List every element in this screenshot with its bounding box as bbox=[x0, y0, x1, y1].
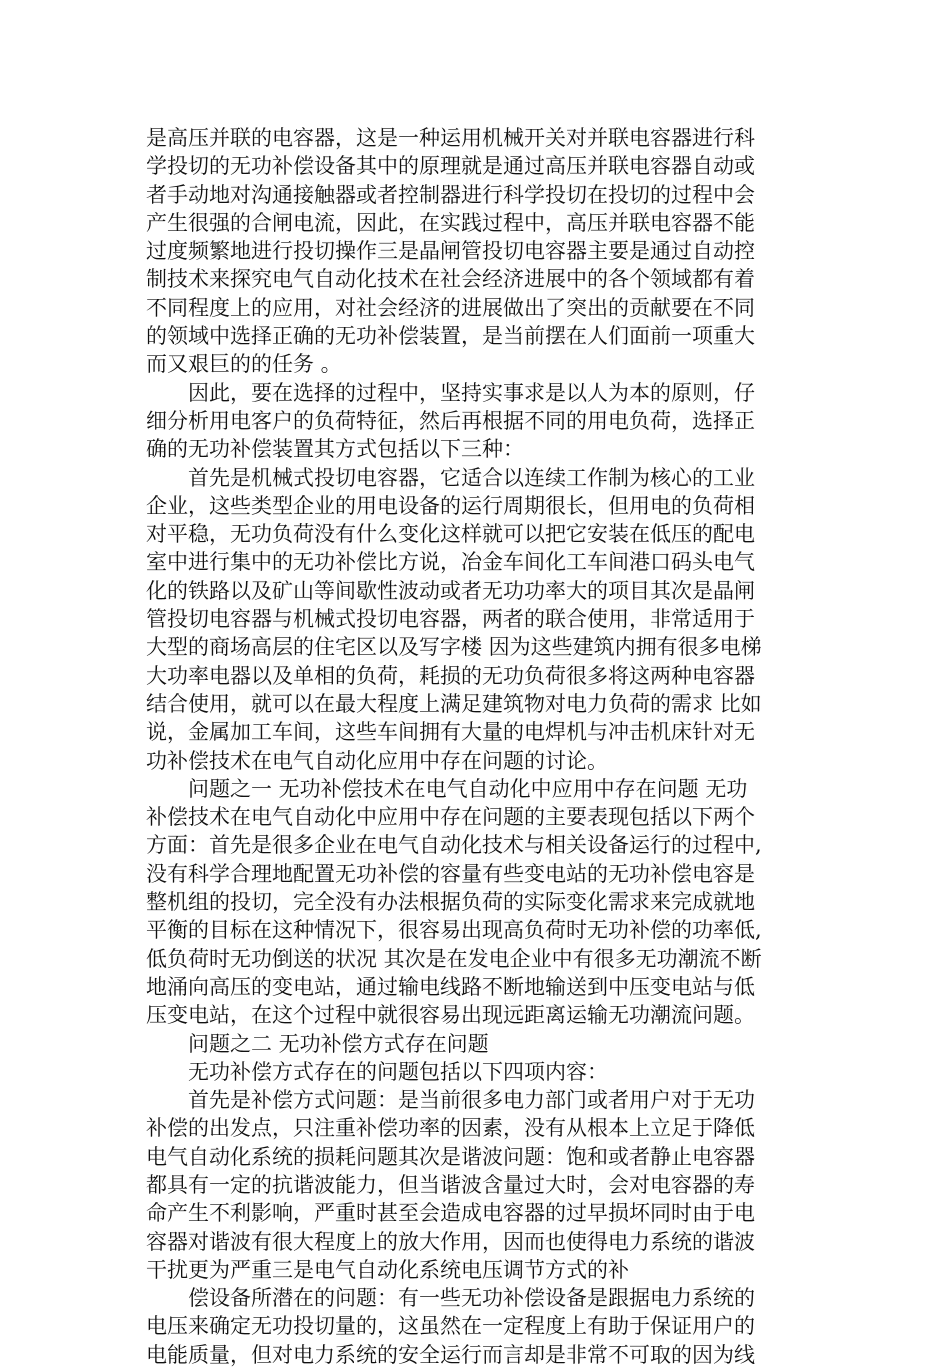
text-line: 制技术来探究电气自动化技术在社会经济进展中的各个领域都有着 bbox=[146, 267, 755, 292]
text-line: 大型的商场高层的住宅区以及写字楼 因为这些建筑内拥有很多电梯 bbox=[146, 635, 762, 660]
text-line: 是高压并联的电容器，这是一种运用机械开关对并联电容器进行科 bbox=[146, 126, 755, 150]
text-line: 结合使用，就可以在最大程度上满足建筑物对电力负荷的需求 比如 bbox=[146, 691, 762, 716]
text-line: 方面：首先是很多企业在电气自动化技术与相关设备运行的过程中, bbox=[146, 833, 762, 858]
document-page bbox=[146, 124, 798, 1369]
text-line: 干扰更为严重三是电气自动化系统电压调节方式的补 bbox=[146, 1257, 629, 1282]
text-line: 细分析用电客户的负荷特征，然后再根据不同的用电负荷，选择正 bbox=[146, 408, 755, 433]
text-line: 管投切电容器与机械式投切电容器，两者的联合使用，非常适用于 bbox=[146, 607, 755, 632]
text-line: 首先是补偿方式问题：是当前很多电力部门或者用户对于无功 bbox=[188, 1088, 755, 1113]
text-line: 确的无功补偿装置其方式包括以下三种： bbox=[146, 437, 524, 462]
text-line: 补偿的出发点，只注重补偿功率的因素，没有从根本上立足于降低 bbox=[146, 1116, 755, 1141]
text-line: 学投切的无功补偿设备其中的原理就是通过高压并联电容器自动或 bbox=[146, 154, 755, 179]
text-line: 电气自动化系统的损耗问题其次是谐波问题：饱和或者静止电容器 bbox=[146, 1144, 755, 1169]
text-line: 电能质量，但对电力系统的安全运行而言却是非常不可取的因为线 bbox=[146, 1342, 755, 1367]
text-line: 问题之一 无功补偿技术在电气自动化中应用中存在问题 无功 bbox=[188, 776, 748, 801]
paragraph bbox=[146, 1030, 798, 1058]
text-line: 地涌向高压的变电站，通过输电线路不断地输送到中压变电站与低 bbox=[146, 974, 755, 999]
text-line: 没有科学合理地配置无功补偿的容量有些变电站的无功补偿电容是 bbox=[146, 861, 755, 886]
text-line: 因此，要在选择的过程中，坚持实事求是以人为本的原则，仔 bbox=[188, 380, 755, 405]
paragraph bbox=[146, 1284, 798, 1369]
paragraph bbox=[146, 464, 798, 775]
text-line: 功补偿技术在电气自动化应用中存在问题的讨论。 bbox=[146, 748, 608, 773]
text-line: 产生很强的合闸电流，因此，在实践过程中，高压并联电容器不能 bbox=[146, 210, 755, 235]
text-line: 补偿技术在电气自动化中应用中存在问题的主要表现包括以下两个 bbox=[146, 805, 755, 830]
paragraph bbox=[146, 124, 798, 379]
text-line: 整机组的投切，完全没有办法根据负荷的实际变化需求来完成就地 bbox=[146, 890, 755, 915]
text-line: 者手动地对沟通接触器或者控制器进行科学投切在投切的过程中会 bbox=[146, 182, 755, 207]
text-line: 而又艰巨的的任务 。 bbox=[146, 352, 342, 377]
text-line: 化的铁路以及矿山等间歇性波动或者无功功率大的项目其次是晶闸 bbox=[146, 578, 755, 603]
text-line: 命产生不利影响，严重时甚至会造成电容器的过早损坏同时由于电 bbox=[146, 1201, 755, 1226]
text-line: 室中进行集中的无功补偿比方说，冶金车间化工车间港口码头电气 bbox=[146, 550, 755, 575]
text-line: 容器对谐波有很大程度上的放大作用，因而也使得电力系统的谐波 bbox=[146, 1229, 755, 1254]
text-line: 都具有一定的抗谐波能力，但当谐波含量过大时，会对电容器的寿 bbox=[146, 1172, 755, 1197]
text-line: 平衡的目标在这种情况下，很容易出现高负荷时无功补偿的功率低, bbox=[146, 918, 762, 943]
text-line: 过度频繁地进行投切操作三是晶闸管投切电容器主要是通过自动控 bbox=[146, 239, 755, 264]
text-line: 问题之二 无功补偿方式存在问题 bbox=[188, 1031, 489, 1056]
text-line: 无功补偿方式存在的问题包括以下四项内容： bbox=[188, 1059, 608, 1084]
text-line: 说，金属加工车间，这些车间拥有大量的电焊机与冲击机床针对无 bbox=[146, 720, 755, 745]
text-line: 不同程度上的应用，对社会经济的进展做出了突出的贡献要在不同 bbox=[146, 295, 755, 320]
text-line: 低负荷时无功倒送的状况 其次是在发电企业中有很多无功潮流不断 bbox=[146, 946, 762, 971]
text-line: 压变电站，在这个过程中就很容易出现远距离运输无功潮流问题。 bbox=[146, 1003, 755, 1028]
paragraph bbox=[146, 1086, 798, 1284]
text-line: 对平稳，无功负荷没有什么变化这样就可以把它安装在低压的配电 bbox=[146, 522, 755, 547]
text-line: 电压来确定无功投切量的，这虽然在一定程度上有助于保证用户的 bbox=[146, 1314, 755, 1339]
text-line: 大功率电器以及单相的负荷，耗损的无功负荷很多将这两种电容器 bbox=[146, 663, 755, 688]
text-line: 企业，这些类型企业的用电设备的运行周期很长，但用电的负荷相 bbox=[146, 493, 755, 518]
text-line: 的领域中选择正确的无功补偿装置，是当前摆在人们面前一项重大 bbox=[146, 324, 755, 349]
paragraph bbox=[146, 1058, 798, 1086]
text-line: 偿设备所潜在的问题：有一些无功补偿设备是跟据电力系统的 bbox=[188, 1286, 755, 1311]
text-line: 首先是机械式投切电容器，它适合以连续工作制为核心的工业 bbox=[188, 465, 755, 490]
paragraph bbox=[146, 775, 798, 1030]
paragraph bbox=[146, 379, 798, 464]
